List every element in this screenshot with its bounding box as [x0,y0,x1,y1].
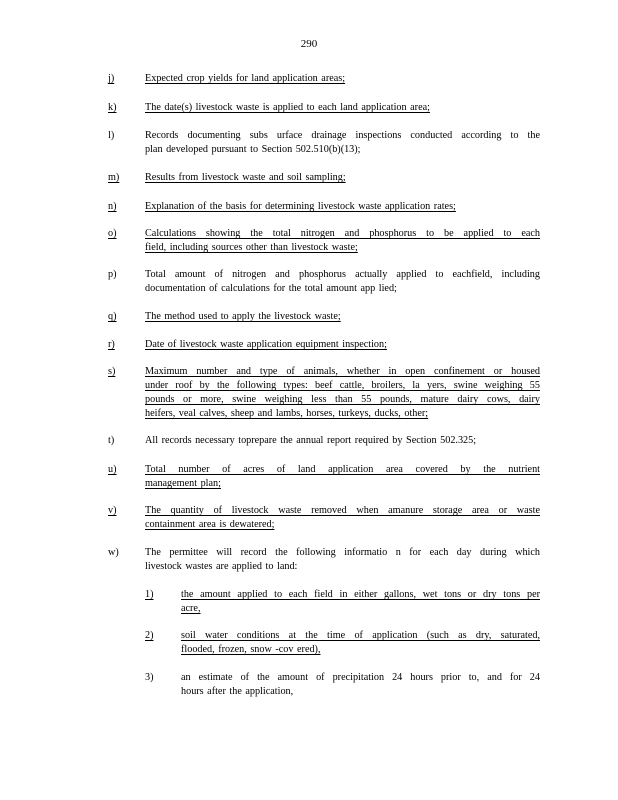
item-text [145,101,540,115]
item-line: Calculations showing the total nitrogen and phosphorus to be applied to each [145,228,540,239]
item-marker: t) [108,435,115,446]
item-text [145,338,540,352]
item-marker: 3) [145,672,154,683]
item-line: management plan; [145,478,221,489]
item-line: The date(s) livestock waste is applied to each land application area; [145,102,430,113]
item-line: soil water conditions at the time of application (such as dry, saturated, [181,630,540,641]
item-line: Results from livestock waste and soil sampling; [145,172,346,183]
item-marker: j) [108,73,115,84]
item-text [145,200,540,214]
item-marker: s) [108,366,116,377]
item-text [145,434,540,448]
item-line: the amount applied to each field in either gallons, wet tons or dry tons per [181,589,540,600]
item-marker: q) [108,311,117,322]
item-line: Date of livestock waste application equipment inspection; [145,339,387,350]
item-line: documentation of calculations for the total amount app lied; [145,283,397,294]
item-line: hours after the application, [181,686,294,697]
item-line: containment area is dewatered; [145,519,275,530]
item-line: livestock wastes are applied to land: [145,561,298,572]
item-marker: o) [108,228,117,239]
item-text [145,365,540,421]
item-text [145,268,540,296]
item-text [145,227,540,255]
item-line: pounds or more, swine weighing less than 55 pounds, mature dairy cows, dairy [145,394,540,405]
item-line: The permittee will record the following informatio n for each day during which [145,547,540,558]
item-marker: k) [108,102,117,113]
item-line: acre, [181,603,201,614]
item-text [145,546,540,574]
item-line: Maximum number and type of animals, whether in open confinement or housed [145,366,540,377]
item-marker: v) [108,505,117,516]
item-marker: u) [108,464,117,475]
item-text [181,588,540,616]
item-line: Explanation of the basis for determining livestock waste application rates; [145,201,456,212]
item-marker: m) [108,172,120,183]
item-marker: p) [108,269,117,280]
item-line: The method used to apply the livestock waste; [145,311,341,322]
item-line: an estimate of the amount of precipitation 24 hours prior to, and for 24 [181,672,540,683]
item-marker: 2) [145,630,154,641]
item-line: Total amount of nitrogen and phosphorus actually applied to eachfield, including [145,269,540,280]
item-line: flooded, frozen, snow -cov ered), [181,644,321,655]
item-marker: n) [108,201,117,212]
item-line: plan developed pursuant to Section 502.510(b)(13); [145,144,361,155]
item-text [181,671,540,699]
item-line: Expected crop yields for land application areas; [145,73,346,84]
item-line: All records necessary toprepare the annual report required by Section 502.325; [145,435,477,446]
item-text [145,310,540,324]
item-line: Records documenting subs urface drainage inspections conducted according to the [145,130,540,141]
item-text [145,129,540,157]
item-line: Total number of acres of land application area covered by the nutrient [145,464,540,475]
item-text [145,72,540,86]
item-marker: l) [108,130,115,141]
item-line: The quantity of livestock waste removed when amanure storage area or waste [145,505,540,516]
item-marker: r) [108,339,115,350]
page-number: 290 [300,38,318,50]
item-marker: 1) [145,589,154,600]
item-text [145,463,540,491]
item-text [145,171,540,185]
item-marker: w) [108,547,119,558]
item-text [145,504,540,532]
item-line: under roof by the following types: beef cattle, broilers, la yers, swine weighing 55 [145,380,540,391]
item-line: heifers, veal calves, sheep and lambs, horses, turkeys, ducks, other; [145,408,429,419]
item-line: field, including sources other than livestock waste; [145,242,358,253]
item-text [181,629,540,657]
